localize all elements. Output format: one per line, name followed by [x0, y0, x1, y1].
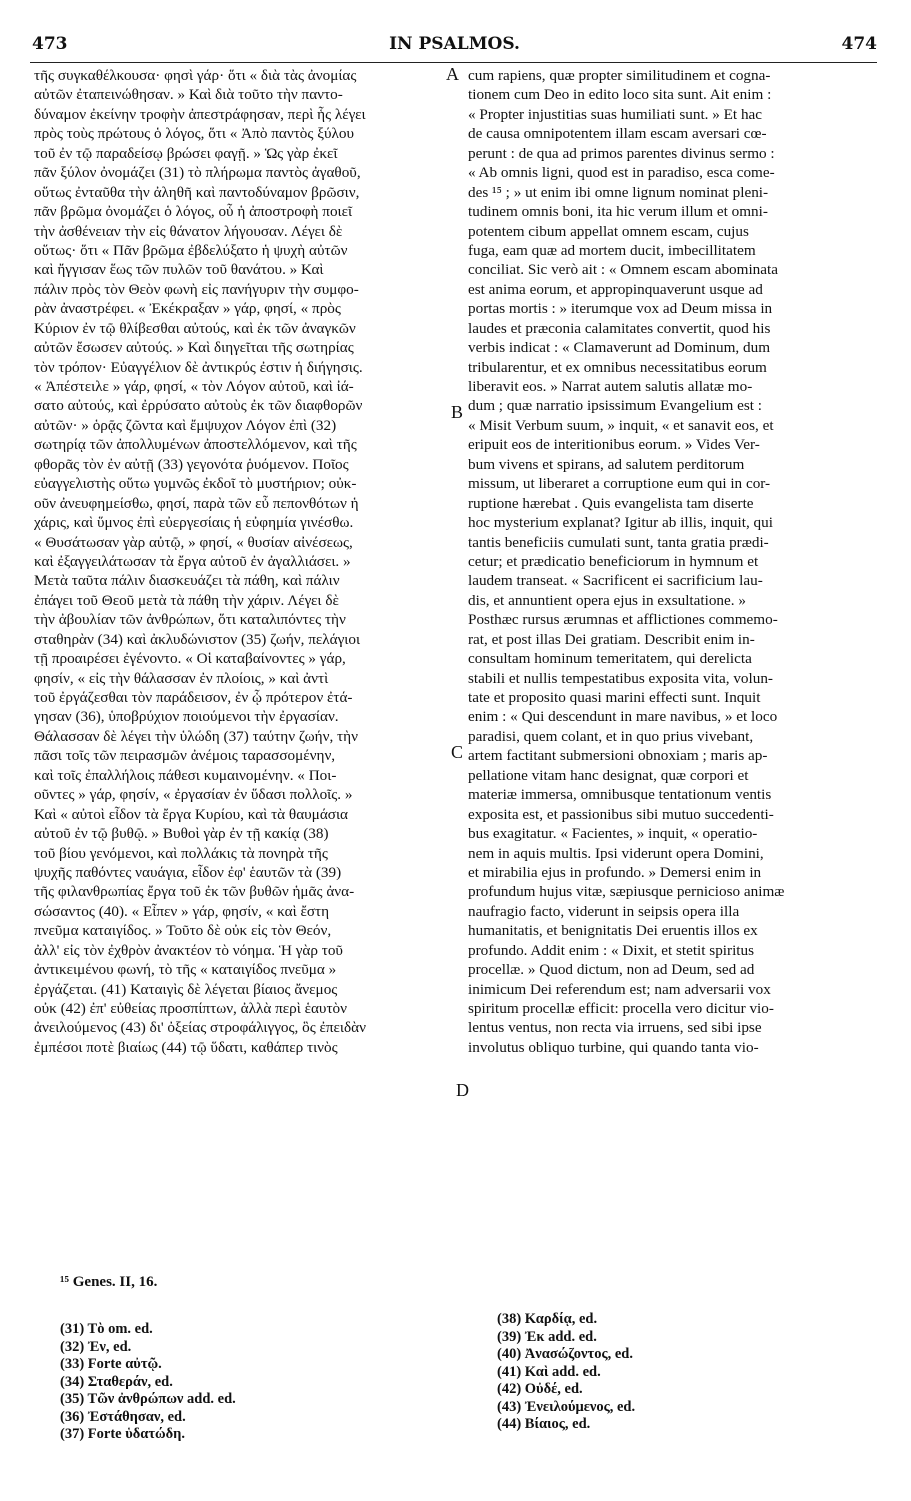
footnotes-left [60, 1321, 236, 1444]
latin-text-line: laudes et præconia calamitates convertit, quod his [468, 319, 771, 337]
latin-text-line: rat, et post illas Dei gratiam. Describit enim in- [468, 630, 755, 648]
greek-text-line: τῇ προαιρέσει ἐγένοντο. « Οἱ καταβαίνοντες » γάρ, [34, 650, 346, 668]
footnote-line: (41) Καὶ add. ed. [497, 1363, 601, 1380]
greek-text-line: σώσαντος (40). « Εἶπεν » γάρ, φησίν, « καὶ ἔστη [34, 902, 330, 920]
greek-text-line: « Ἀπέστειλε » γάρ, φησί, « τὸν Λόγον αὐτοῦ, καὶ ἰά- [34, 378, 354, 395]
latin-text-line: « Propter injustitias suas humiliati sunt. » Et hac [468, 105, 763, 123]
greek-text-line: ρὰν ἀναστρέφει. « Ἐκέκραξαν » γάρ, φησί, « πρὸς [34, 300, 341, 318]
greek-text-line: αὐτοῦ ἐν τῷ βυθῷ. » Βυθοὶ γὰρ ἐν τῇ κακίᾳ (38) [34, 825, 329, 843]
greek-text-line: τῆς συγκαθέλκουσα· φησὶ γάρ· ὅτι « διὰ τὰς ἀνομίας [34, 67, 357, 84]
latin-text-line: des ¹⁵ ; » ut enim ibi omne lignum nominat pleni- [468, 183, 769, 201]
greek-text-line: καὶ τοῖς ἐπαλλήλοις πάθεσι κυμαινομένην. « Ποι- [34, 766, 337, 784]
greek-text-line: πᾶσι τοῖς τῶν πειρασμῶν ἀνέμοις ταρασσομένην, [34, 747, 336, 765]
greek-text-line: πρὸς τοὺς πρώτους ὁ λόγος, ὅτι « Ἀπὸ παντὸς ξύλου [34, 125, 354, 143]
greek-text-line: Καὶ « αὐτοὶ εἶδον τὰ ἔργα Κυρίου, καὶ τὰ θαυμάσια [34, 805, 349, 823]
latin-text-line: tionem cum Deo in edito loco sita sunt. Ait enim : [468, 86, 772, 104]
header-rule [30, 62, 877, 63]
greek-column [34, 66, 458, 1057]
latin-text-line: liberavit eos. » Narrat autem salutis allatæ mo- [468, 378, 753, 395]
latin-text-line: procellæ. » Quod dictum, non ad Deum, sed ad [468, 961, 755, 979]
latin-text-line: tantis beneficiis cumulati sunt, tanta gratia prædi- [468, 533, 769, 551]
latin-text-line: bus exagitatur. « Facientes, » inquit, « operatio- [468, 825, 758, 843]
greek-text-line: καὶ ἐξαγγειλάτωσαν τὰ ἔργα αὐτοῦ ἐν ἀγαλλιάσει. » [34, 552, 351, 570]
greek-text-line: « Θυσάτωσαν γὰρ αὐτῷ, » φησί, « θυσίαν αἰνέσεως, [34, 533, 353, 551]
latin-text-line: hoc mysterium explanat? Igitur ab illis, inquit, qui [468, 514, 773, 532]
greek-text-line: τοῦ ἐν τῷ παραδείσῳ βρώσει φαγῇ. » Ὡς γὰρ ἐκεῖ [34, 144, 338, 162]
footnote-line: (36) Ἐστάθησαν, ed. [60, 1408, 186, 1425]
latin-text-line: Posthæc rursus ærumnas et afflictiones commemo- [468, 611, 778, 629]
margin-marker-b: B [451, 402, 464, 422]
latin-text-line: inimicum Dei referendum est; nam adversarii vox [468, 980, 771, 998]
latin-text-line: perunt : de qua ad primos parentes divinus sermo : [468, 144, 775, 162]
greek-text-line: τὴν ἀσθένειαν τὴν εἰς θάνατον λήγουσαν. Λέγει δὲ [34, 222, 343, 240]
biblical-reference: ¹⁵ Genes. II, 16. [60, 1274, 158, 1290]
footnote-line: (38) Καρδίᾳ, ed. [497, 1311, 598, 1327]
latin-text-line: consultam hominum temeritatem, qui derelicta [468, 650, 752, 668]
page-number-right: 474 [841, 34, 877, 54]
greek-text-line: ἐργάζεται. (41) Καταιγὶς δὲ λέγεται βίαιος ἄνεμος [34, 980, 338, 998]
footnote-line: (31) Τὸ om. ed. [60, 1321, 153, 1337]
greek-text-line: οὕτως· ὅτι « Πᾶν βρῶμα ἐβδελύξατο ἡ ψυχὴ αὐτῶν [34, 241, 348, 259]
footnote-line: (40) Ἀνασώζοντος, ed. [497, 1346, 633, 1362]
greek-text-line: πᾶν βρῶμα ὀνομάζει ὁ λόγος, οὗ ἡ ἀποστροφὴ ποιεῖ [34, 203, 353, 221]
latin-text-line: « Misit Verbum suum, » inquit, « et sanavit eos, et [468, 416, 774, 434]
latin-text-line: enim : « Qui descendunt in mare navibus, » et loco [468, 708, 778, 726]
greek-text-line: ἀλλ' εἰς τὸν ἐχθρὸν ἀνακτέον τὸ νόημα. Ἡ γὰρ τοῦ [34, 941, 343, 959]
latin-text-line: dum ; quæ narratio ipsissimum Evangelium est : [468, 397, 763, 415]
margin-marker-c: C [451, 742, 464, 762]
latin-text-line: paradisi, quem colant, et in quo prius vivebant, [468, 727, 754, 745]
greek-text-line: ἐμπέσοι ποτὲ βιαίως (44) τῷ ὕδατι, καθάπερ τινὸς [34, 1038, 338, 1056]
page-number-left: 473 [32, 34, 68, 54]
latin-text-line: portas mortis : » iterumque vox ad Deum missa in [468, 300, 773, 318]
latin-text-line: conciliat. Sic verò ait : « Omnem escam abominata [468, 261, 778, 279]
latin-text-line: tudinem omnis boni, ita hic verum illum et omni- [468, 203, 768, 221]
greek-text-line: δύναμον ἐκείνην τροφὴν ἀπεστράφησαν, περὶ ἧς λέγει [34, 105, 366, 123]
latin-text-line: cetur; et prædicatio beneficiorum in hymnum et [468, 552, 759, 570]
greek-text-line: ἀντικειμένου φωνή, τὸ τῆς « καταιγίδος πνεῦμα » [34, 961, 337, 979]
greek-text-line: σατο αὐτούς, καὶ ἐρρύσατο αὐτοὺς ἐκ τῶν διαφθορῶν [34, 397, 363, 415]
greek-text-line: τῆς φιλανθρωπίας ἔργα τοῦ ἐκ τῶν βυθῶν ἡμᾶς ἀνα- [34, 883, 355, 901]
margin-marker-d: D [456, 1080, 469, 1100]
latin-text-line: de causa omnipotentem illam escam aversari cœ- [468, 125, 767, 143]
footnote-line: (34) Σταθεράν, ed. [60, 1373, 173, 1390]
latin-text-line: humanitatis, et benignitatis Dei eruentis illos ex [468, 922, 758, 940]
latin-text-line: fuga, eam quæ ad mortem ducit, imbecillitatem [468, 241, 756, 259]
latin-text-line: artem factitant submersioni obnoxiam ; maris ap- [468, 747, 768, 765]
greek-text-line: οὕτως ἐνταῦθα τὴν ἀληθῆ καὶ παντοδύναμον βρῶσιν, [34, 183, 360, 201]
greek-text-line: αὐτῶν ἐταπεινώθησαν. » Καὶ διὰ τοῦτο τὴν παντο- [34, 86, 343, 104]
greek-text-line: οὐκ (42) ἐπ' εὐθείας προσπίπτων, ἀλλὰ περὶ ἑαυτὸν [34, 1000, 348, 1017]
greek-text-line: φθορᾶς τὸν ἐν αὐτῇ (33) γεγονότα ῥυόμενον. Ποῖος [34, 455, 349, 473]
footnote-line: (42) Οὐδέ, ed. [497, 1381, 583, 1397]
latin-text-line: tribularentur, et ex omnibus necessitatibus eorum [468, 358, 767, 376]
latin-text-line: est anima eorum, et appropinquaverunt usque ad [468, 280, 763, 298]
latin-text-line: missum, ut liberaret a corruptione eum qui in cor- [468, 475, 771, 493]
greek-text-line: τὴν ἀβουλίαν τῶν ἀνθρώπων, ὅτι καταλιπόντες τὴν [34, 611, 346, 629]
latin-text-line: involutus obliquo turbine, qui quando tanta vio- [468, 1038, 759, 1056]
latin-text-line: et mirabilia ejus in profundo. » Demersi enim in [468, 863, 762, 881]
greek-text-line: σταθηρὰν (34) καὶ ἀκλυδώνιστον (35) ζωήν, πελάγιοι [34, 630, 361, 648]
latin-text-line: stabili et nullis tempestatibus exposita vita, volun- [468, 669, 773, 687]
footnote-line: (33) Forte αὐτῷ. [60, 1356, 162, 1372]
greek-text-line: σωτηρίᾳ τῶν ἀπολλυμένων ἀποστελλόμενον, καὶ τῆς [34, 436, 357, 454]
running-header [32, 28, 877, 60]
latin-text-line: materiæ immersa, omnibusque tentationum ventis [468, 786, 772, 804]
greek-text-line: οῦντες » γάρ, φησίν, « ἐργασίαν ἐν ὕδασι πολλοῖς. » [34, 786, 353, 804]
footnote-line: (37) Forte ὑδατώδη. [60, 1426, 186, 1442]
greek-text-line: τὸν τρόπον· Εὐαγγέλιον δὲ ἀντικρύς ἐστιν ἡ διήγησις. [34, 358, 363, 376]
greek-text-line: τοῦ ἐργάζεσθαι τὸν παράδεισον, ἐν ᾧ πρότερον ἐτά- [34, 689, 353, 706]
latin-text-line: lentus ventus, non recta via irruens, sed sibi ipse [468, 1019, 762, 1037]
greek-text-line: ψυχῆς παθόντες ναυάγια, εἶδον ἐφ' ἑαυτῶν τὰ (39) [34, 863, 342, 881]
greek-text-line: χάρις, καὶ ὕμνος ἐπὶ εὐεργεσίαις ἡ εὐφημία γινέσθω. [34, 514, 354, 532]
latin-text-line: pellatione vitam hanc designat, quæ corpori et [468, 766, 749, 784]
greek-text-line: καὶ ἤγγισαν ἕως τῶν πυλῶν τοῦ θανάτου. » Καὶ [34, 261, 324, 279]
greek-text-line: αὐτῶν ἔσωσεν αὐτούς. » Καὶ διηγεῖται τῆς σωτηρίας [34, 339, 354, 357]
greek-text-line: φησίν, « εἰς τὴν θάλασσαν ἐν πλοίοις, » καὶ ἀντὶ [34, 669, 329, 687]
latin-text-line: profundo. Addit enim : « Dixit, et stetit spiritus [468, 941, 755, 959]
greek-text-line: εὐαγγελιστὴς οὕτω γυμνῶς ἐκδοῖ τὸ μυστήριον; οὐκ- [34, 475, 357, 493]
footnote-line: (43) Ἐνειλούμενος, ed. [497, 1398, 636, 1415]
latin-text-line: eripuit eos de interitionibus eorum. » Vides Ver- [468, 436, 760, 454]
greek-text-line: πᾶν ξύλον ὀνομάζει (31) τὸ πλήρωμα παντὸς ἀγαθοῦ, [34, 164, 361, 182]
running-title: IN PSALMOS. [389, 34, 520, 54]
latin-text-line: potentem cibum appellat omnem escam, cujus [468, 222, 749, 240]
latin-text-line: nem in aquis multis. Ipsi viderunt opera Domini, [468, 844, 764, 862]
latin-text-line: exposita est, et passionibus sibi mutuo succedenti- [468, 805, 774, 823]
greek-text-line: τοῦ βίου γενόμενοι, καὶ πολλάκις τὰ πονηρὰ τῆς [34, 844, 328, 862]
latin-text-line: bum vivens et spirans, ad salutem perditorum [468, 455, 745, 473]
greek-text-line: ἀνειλούμενος (43) δι' ὀξείας στροφάλιγγος, ὃς ἐπειδὰν [34, 1019, 366, 1037]
latin-text-line: ruptione hærebat . Quis evangelista tam diserte [468, 494, 754, 512]
greek-text-line: αὐτῶν· » ὁρᾷς ζῶντα καὶ ἔμψυχον Λόγον ἐπὶ (32) [34, 416, 337, 434]
margin-marker-a: A [446, 64, 459, 84]
footnote-line: (35) Τῶν ἀνθρώπων add. ed. [60, 1391, 236, 1407]
footnote-line: (39) Ἐκ add. ed. [497, 1328, 597, 1345]
latin-text-line: verbis indicat : « Clamaverunt ad Dominum, dum [468, 339, 771, 357]
greek-text-line: ἐπάγει τοῦ Θεοῦ μετὰ τὰ πάθη τὴν χάριν. Λέγει δὲ [34, 591, 339, 609]
greek-text-line: γησαν (36), ὑποβρύχιον ποιούμενοι τὴν ἐργασίαν. [34, 708, 339, 726]
latin-text-line: « Ab omnis ligni, quod est in paradiso, esca come- [468, 164, 775, 182]
greek-text-line: Θάλασσαν δὲ λέγει τὴν ὑλώδη (37) ταύτην ζωήν, τὴν [34, 727, 358, 745]
footnote-line: (44) Βίαιος, ed. [497, 1416, 591, 1432]
latin-column [468, 66, 876, 1057]
latin-text-line: cum rapiens, quæ propter similitudinem et cogna- [468, 67, 771, 84]
latin-text-line: naufragio facto, viderunt in seipsis opera illa [468, 902, 740, 920]
latin-text-line: profundum hujus vitæ, sæpiusque pernicioso animæ [468, 883, 785, 901]
latin-text-line: tate et proposito quasi marini effecti sunt. Inquit [468, 689, 761, 706]
footnotes-right [497, 1311, 635, 1434]
greek-text-line: Μετὰ ταῦτα πάλιν διασκευάζει τὰ πάθη, καὶ πάλιν [34, 572, 340, 590]
latin-text-line: spiritum procellæ efficit: procella vero dicitur vio- [468, 1000, 774, 1017]
footnote-line: (32) Ἐν, ed. [60, 1338, 132, 1355]
greek-text-line: πνεῦμα καταιγίδος. » Τοῦτο δὲ οὐκ εἰς τὸν Θεόν, [34, 922, 332, 940]
greek-text-line: οῦν ἀνευφημείσθω, φησί, παρὰ τῶν εὖ πεπονθότων ἡ [34, 494, 359, 512]
greek-text-line: Κύριον ἐν τῷ θλίβεσθαι αὐτούς, καὶ ἐκ τῶν ἀναγκῶν [34, 319, 356, 337]
latin-text-line: dis, et annuntient opera ejus in exsultatione. » [468, 591, 746, 609]
latin-text-line: laudem transeat. « Sacrificent ei sacrificium lau- [468, 572, 763, 590]
greek-text-line: πάλιν πρὸς τὸν Θεὸν φωνὴ εἰς πανήγυριν τὴν συμφο- [34, 280, 359, 298]
